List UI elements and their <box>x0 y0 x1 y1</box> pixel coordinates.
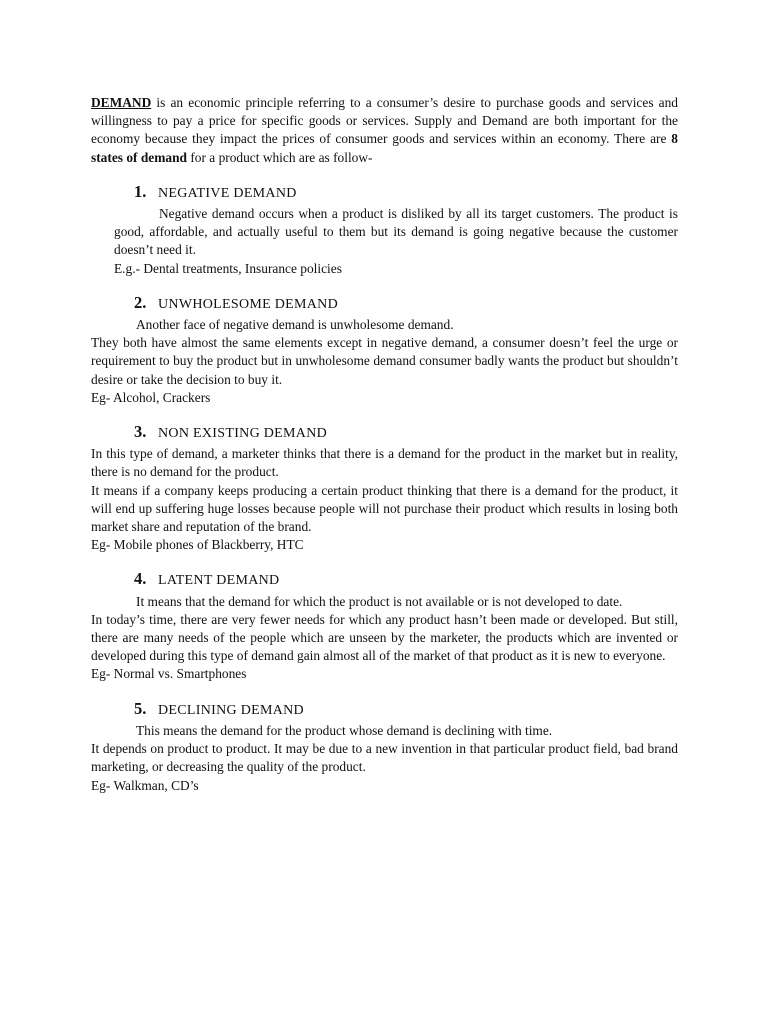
intro-text-b: for a product which are as follow- <box>186 149 373 165</box>
section-non-existing-demand <box>91 423 678 554</box>
section-number: 1. <box>134 181 147 201</box>
section-title: NON EXISTING DEMAND <box>158 426 328 442</box>
section-paragraph: It depends on product to product. It may be due to a new invention in that particular product field, bad brand marketing, or decreasing the quality of the product. <box>91 741 678 775</box>
section-heading <box>134 183 678 203</box>
section-lead: This means the demand for the product whose demand is declining with time. <box>136 722 553 738</box>
section-paragraph: Negative demand occurs when a product is disliked by all its target customers. The product is good, affordable, and actually useful to them but its demand is going negative because the customer doesn’t need it. <box>114 206 678 258</box>
section-paragraph: In today’s time, there are very fewer needs for which any product hasn’t been made or developed. But still, there are many needs of the people which are unseen by the marketer, the products which are invented or developed during this type of demand gain almost all of the market of that product as it is new to everyone. <box>91 611 678 664</box>
section-negative-demand <box>91 183 678 278</box>
intro-text-a: is an economic principle referring to a consumer’s desire to purchase goods and services and willingness to pay a price for specific goods or services. Supply and Demand are both important for the economy because they impact the prices of consumer goods and services within an economy. There are <box>91 95 678 147</box>
section-paragraph-2: It means if a company keeps producing a certain product thinking that there is a demand for the product, it will end up suffering huge losses because people will not purchase their product which results in losing both market share and reputation of the brand. <box>91 482 678 535</box>
document-page <box>91 94 678 811</box>
section-example: E.g.- Dental treatments, Insurance policies <box>114 260 342 276</box>
section-title: NEGATIVE DEMAND <box>158 185 297 201</box>
section-example: Eg- Alcohol, Crackers <box>91 389 211 405</box>
section-title: UNWHOLESOME DEMAND <box>158 296 338 312</box>
section-title: LATENT DEMAND <box>158 573 280 589</box>
intro-bold-states: 8 states of demand <box>91 131 678 165</box>
section-paragraph: They both have almost the same elements except in negative demand, a consumer doesn’t feel the urge or requirement to buy the product but in unwholesome demand consumer badly wants the product but shouldn’t desire or take the decision to buy it. <box>91 335 678 387</box>
section-heading <box>134 700 678 720</box>
section-example: Eg- Normal vs. Smartphones <box>91 666 247 682</box>
section-unwholesome-demand <box>91 294 678 407</box>
intro-paragraph <box>91 94 678 167</box>
section-latent-demand <box>91 570 678 683</box>
section-number: 5. <box>134 698 147 718</box>
section-heading <box>134 294 678 314</box>
section-number: 3. <box>134 422 147 442</box>
section-title: DECLINING DEMAND <box>158 702 304 718</box>
section-declining-demand <box>91 700 678 795</box>
section-lead: It means that the demand for which the product is not available or is not developed to date. <box>136 593 623 609</box>
section-number: 4. <box>134 569 147 589</box>
section-lead: Another face of negative demand is unwholesome demand. <box>136 317 454 333</box>
section-heading <box>134 423 678 443</box>
section-paragraph: In this type of demand, a marketer thinks that there is a demand for the product in the market but in reality, there is no demand for the product. <box>91 446 678 480</box>
section-example: Eg- Mobile phones of Blackberry, HTC <box>91 537 304 553</box>
demand-term: DEMAND <box>91 95 152 110</box>
section-number: 2. <box>134 292 147 312</box>
section-example: Eg- Walkman, CD’s <box>91 777 199 793</box>
section-heading <box>134 570 678 590</box>
